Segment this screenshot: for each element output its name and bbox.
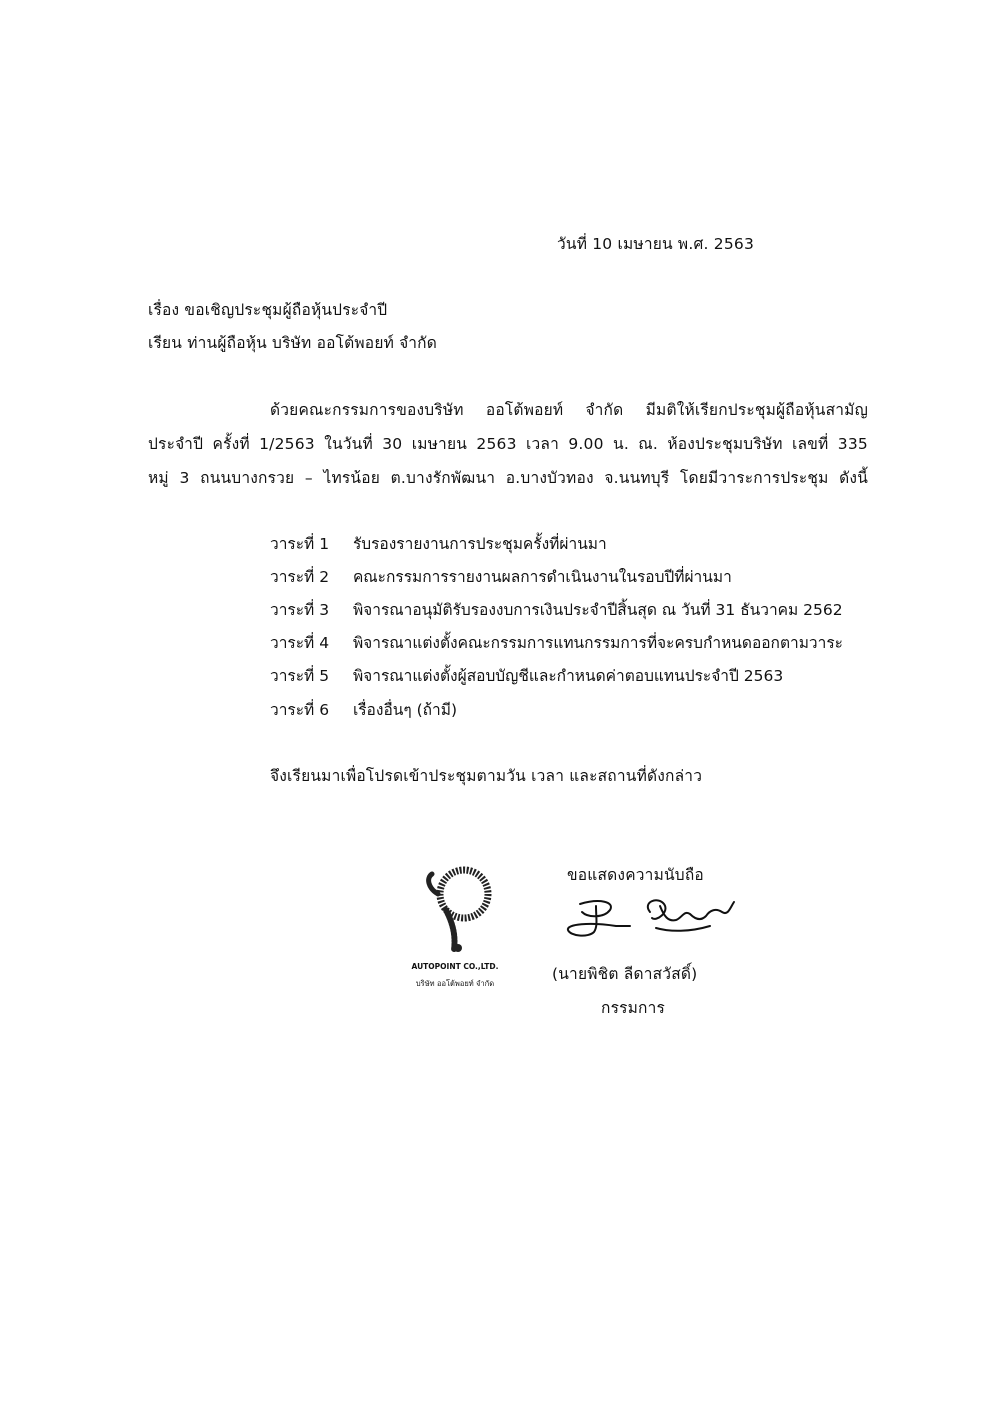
body-line-2: ประจำปี ครั้งที่ 1/2563 ในวันที่ 30 เมษายน 2563 เวลา 9.00 น. ณ. ห้องประชุมบริษัท เลขที่ 335 — [148, 435, 868, 453]
signer-title: กรรมการ — [601, 999, 666, 1017]
agenda-item — [270, 697, 457, 722]
regards-line: ขอแสดงความนับถือ — [567, 866, 704, 884]
body-line-3: หมู่ 3 ถนนบางกรวย – ไทรน้อย ต.บางรักพัฒนา อ.บางบัวทอง จ.นนทบุรี โดยมีวาระการประชุม ดังนี้ — [148, 469, 868, 487]
subject-line: เรื่อง ขอเชิญประชุมผู้ถือหุ้นประจำปี — [148, 301, 388, 319]
agenda-item — [270, 531, 607, 556]
agenda-text: คณะกรรมการรายงานผลการดำเนินงานในรอบปีที่ผ่านมา — [352, 568, 732, 586]
agenda-text: เรื่องอื่นๆ (ถ้ามี) — [352, 701, 457, 719]
date-line: วันที่ 10 เมษายน พ.ศ. 2563 — [557, 235, 755, 253]
recipient-line: เรียน ท่านผู้ถือหุ้น บริษัท ออโต้พอยท์ จำกัด — [148, 334, 437, 352]
agenda-number: วาระที่ 3 — [270, 601, 330, 619]
company-logo-icon — [418, 860, 498, 960]
logo-caption-th: บริษัท ออโต้พอยท์ จำกัด — [415, 979, 495, 988]
body-line-1: ด้วยคณะกรรมการของบริษัท ออโต้พอยท์ จำกัด มีมติให้เรียกประชุมผู้ถือหุ้นสามัญ — [270, 401, 868, 419]
agenda-item — [270, 630, 843, 655]
closing-line: จึงเรียนมาเพื่อโปรดเข้าประชุมตามวัน เวลา และสถานที่ดังกล่าว — [270, 767, 703, 785]
agenda-number: วาระที่ 1 — [270, 535, 330, 553]
signature-icon — [560, 892, 750, 948]
agenda-number: วาระที่ 4 — [270, 634, 330, 652]
agenda-text: รับรองรายงานการประชุมครั้งที่ผ่านมา — [352, 535, 607, 553]
agenda-number: วาระที่ 2 — [270, 568, 330, 586]
agenda-item — [270, 663, 783, 688]
agenda-text: พิจารณาอนุมัติรับรองงบการเงินประจำปีสิ้นสุด ณ วันที่ 31 ธันวาคม 2562 — [352, 601, 843, 619]
agenda-text: พิจารณาแต่งตั้งผู้สอบบัญชีและกำหนดค่าตอบแทนประจำปี 2563 — [352, 667, 784, 685]
signer-name: (นายพิชิต ลีดาสวัสดิ์) — [552, 965, 698, 983]
agenda-text: พิจารณาแต่งตั้งคณะกรรมการแทนกรรมการที่จะครบกำหนดออกตามวาระ — [352, 634, 843, 652]
agenda-number: วาระที่ 6 — [270, 701, 330, 719]
agenda-number: วาระที่ 5 — [270, 667, 330, 685]
agenda-item — [270, 564, 732, 589]
logo-caption-en: AUTOPOINT CO.,LTD. — [411, 962, 499, 971]
agenda-item — [270, 597, 843, 622]
